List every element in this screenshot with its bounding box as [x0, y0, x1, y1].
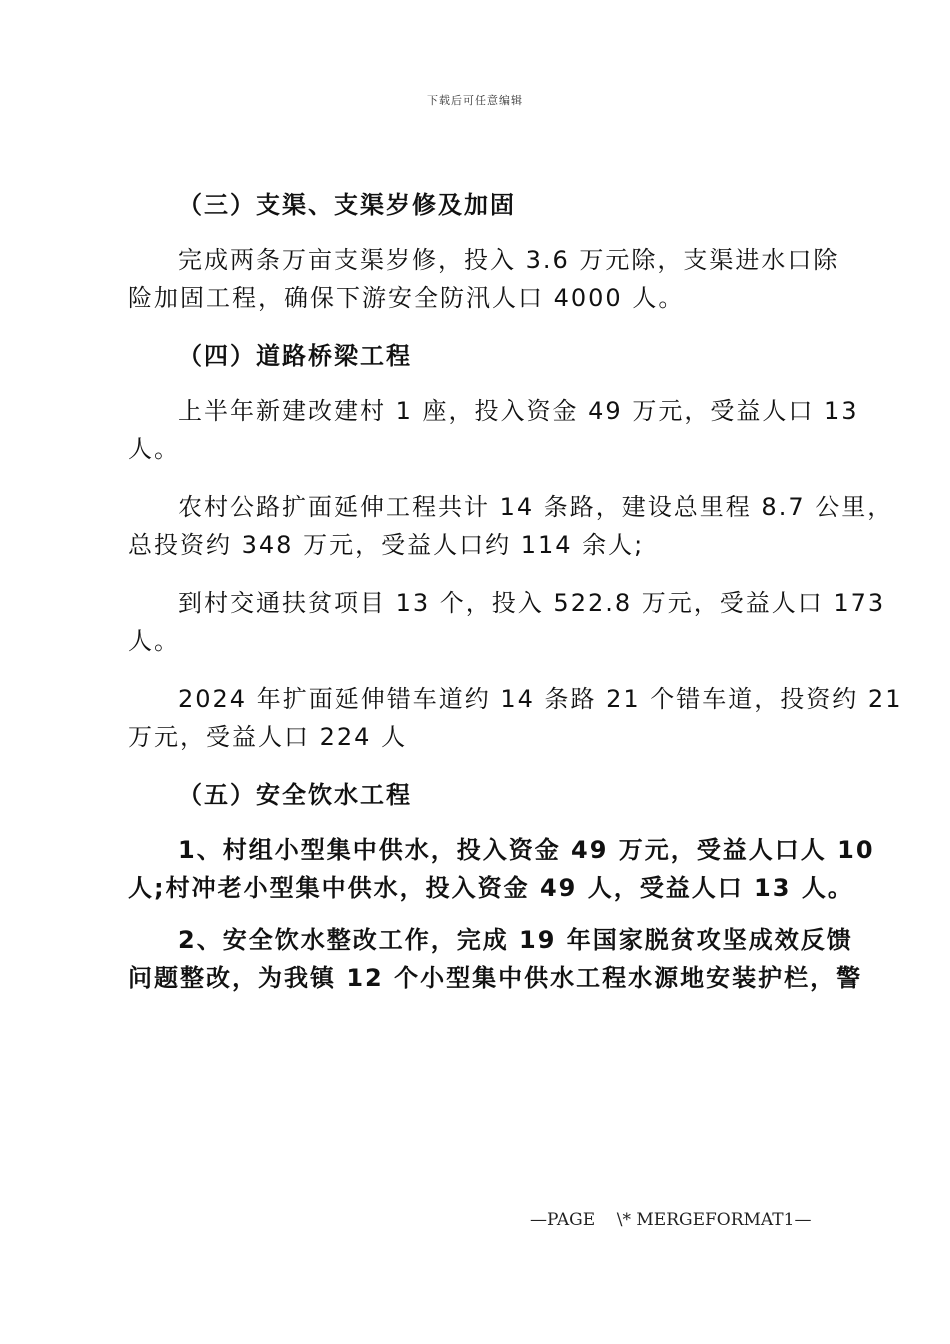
paragraph-line: 上半年新建改建村 1 座，投入资金 49 万元，受益人口 13 [178, 397, 859, 425]
paragraph-line: 2024 年扩面延伸错车道约 14 条路 21 个错车道，投资约 21 [178, 685, 903, 713]
page-footer: —PAGE \* MERGEFORMAT1— [530, 1210, 812, 1230]
section-heading-5: （五）安全饮水工程 [178, 781, 412, 809]
paragraph-line: 万元，受益人口 224 人 [128, 723, 408, 751]
paragraph-line: 完成两条万亩支渠岁修，投入 3.6 万元除，支渠进水口除 [178, 246, 840, 274]
paragraph-line: 1、村组小型集中供水，投入资金 49 万元，受益人口人 10 [178, 836, 875, 864]
header-note: 下载后可任意编辑 [427, 94, 523, 107]
paragraph-line: 总投资约 348 万元，受益人口约 114 余人; [128, 531, 645, 559]
paragraph-line: 人。 [128, 627, 180, 655]
paragraph-line: 到村交通扶贫项目 13 个，投入 522.8 万元，受益人口 173 [178, 589, 886, 617]
section-heading-4: （四）道路桥梁工程 [178, 342, 412, 370]
document-body [128, 186, 903, 997]
paragraph-line: 险加固工程，确保下游安全防汛人口 4000 人。 [128, 284, 685, 312]
paragraph-line: 问题整改，为我镇 12 个小型集中供水工程水源地安装护栏，警 [128, 964, 863, 992]
paragraph-line: 2、安全饮水整改工作，完成 19 年国家脱贫攻坚成效反馈 [178, 926, 853, 954]
paragraph-line: 人;村冲老小型集中供水，投入资金 49 人，受益人口 13 人。 [128, 874, 854, 902]
paragraph-line: 人。 [128, 435, 180, 463]
paragraph-line: 农村公路扩面延伸工程共计 14 条路，建设总里程 8.7 公里， [178, 493, 894, 521]
section-heading-3: （三）支渠、支渠岁修及加固 [178, 191, 516, 219]
